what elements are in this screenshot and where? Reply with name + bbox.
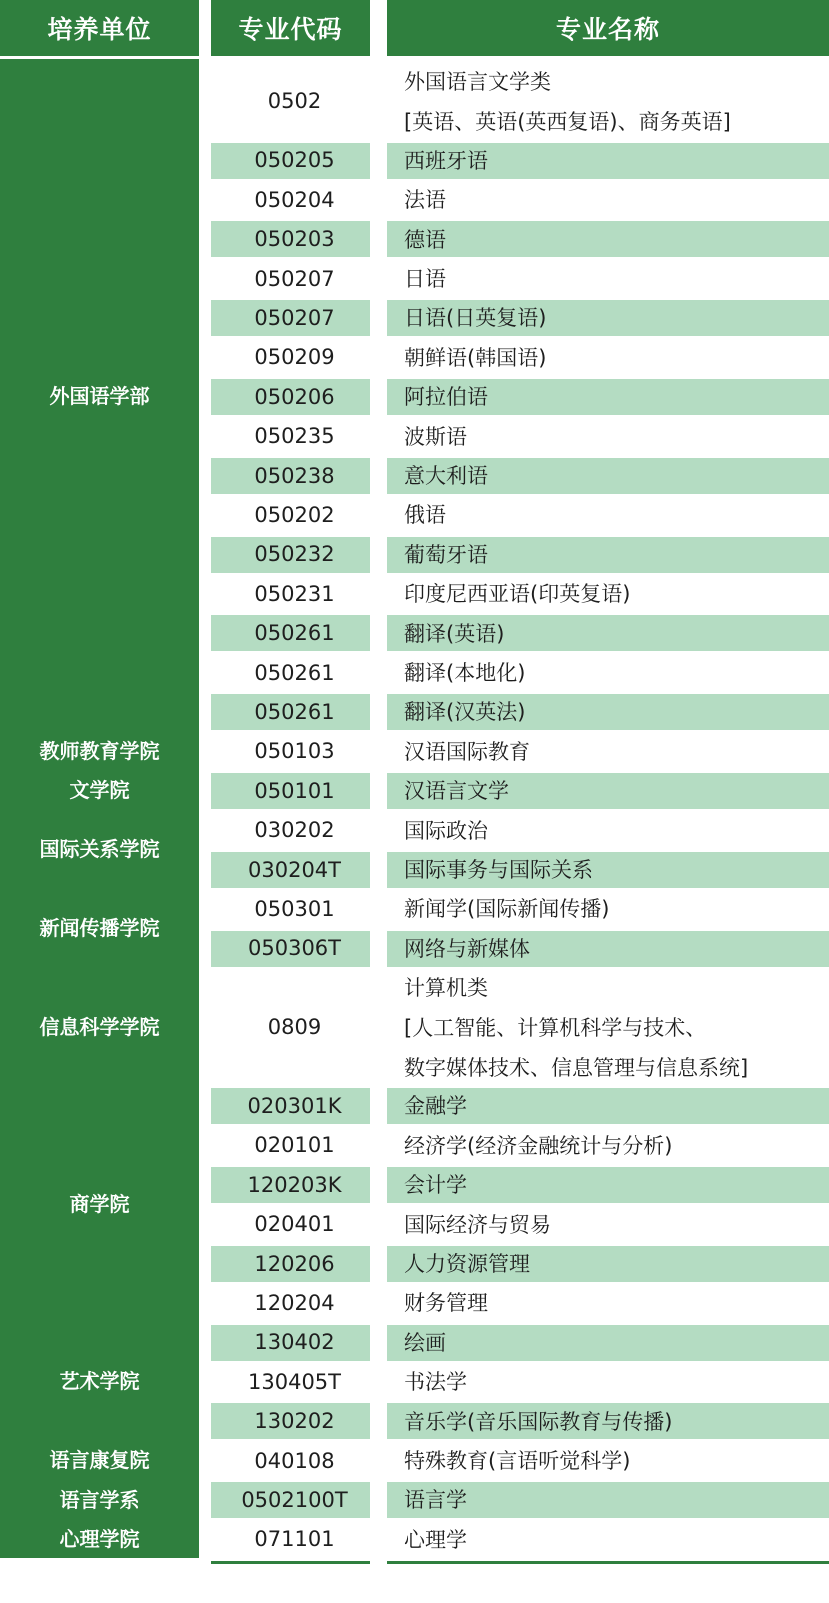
major-code: 130405T [248,1369,341,1394]
major-name [404,889,824,928]
major-name-line: 西班牙语 [404,148,488,173]
major-name-line: 德语 [404,227,446,252]
major-name [404,692,824,731]
major-name [404,771,824,810]
major-name-line: 人力资源管理 [404,1252,530,1276]
major-code: 120206 [254,1251,335,1276]
major-code: 020101 [254,1133,335,1158]
major-code: 050261 [254,660,335,685]
major-code: 050207 [254,306,335,331]
major-name-line: 日语 [404,267,446,291]
major-name [404,574,824,613]
major-name [404,1283,824,1322]
major-code: 050205 [254,148,335,173]
major-code: 120204 [254,1291,335,1316]
major-name-line: 新闻学(国际新闻传播) [404,897,610,922]
major-code: 050209 [254,345,335,370]
major-code: 020301K [247,1094,342,1119]
major-name-line: 国际事务与国际关系 [404,858,593,882]
unit-cell: 外国语学部 [0,59,199,731]
major-code: 050206 [254,384,335,409]
major-name [404,1323,824,1362]
major-name [404,456,824,495]
unit-cell: 心理学院 [0,1517,199,1558]
major-name-line: 特殊教育(言语听觉科学) [404,1449,631,1473]
table-bottom-border [387,1561,829,1564]
major-name-line: 汉语国际教育 [404,739,530,764]
major-code: 0809 [267,1015,322,1040]
major-name [404,1441,824,1480]
major-name [404,1244,824,1283]
major-code: 050306T [248,936,341,961]
major-name [404,1362,824,1401]
major-code: 050207 [254,266,335,291]
major-name [404,1165,824,1204]
major-code: 130202 [254,1409,335,1434]
major-code: 050203 [254,227,335,252]
major-name-line: 翻译(汉英法) [404,700,526,725]
major-name-line: 日语(日英复语) [404,306,547,331]
major-name [404,417,824,456]
major-name-line: 意大利语 [404,464,488,488]
major-name [404,298,824,337]
major-name-line: 外国语言文学类 [404,70,551,94]
major-name-line: 翻译(本地化) [404,661,526,685]
major-name [404,259,824,298]
major-code: 0502 [267,89,322,114]
major-name-line: 会计学 [404,1173,467,1198]
major-name-line: 朝鲜语(韩国语) [404,345,547,370]
major-name-line: 印度尼西亚语(印英复语) [404,582,631,607]
major-code: 020401 [254,1212,335,1237]
major-name-line: 俄语 [404,503,446,528]
major-code: 040108 [254,1448,335,1473]
major-name [404,850,824,889]
unit-cell: 信息科学学院 [0,965,199,1085]
major-name-line: 数字媒体技术、信息管理与信息系统] [404,1056,749,1081]
major-code: 030202 [254,818,335,843]
unit-cell: 商学院 [0,1083,199,1321]
major-code: 050261 [254,621,335,646]
major-name-line: 书法学 [404,1370,467,1395]
major-code: 130402 [254,1330,335,1355]
major-name-line: 语言学 [404,1488,467,1513]
major-name-line: 绘画 [404,1330,446,1355]
major-name-line: 经济学(经济金融统计与分析) [404,1133,673,1158]
unit-cell: 国际关系学院 [0,808,199,889]
major-name [404,495,824,534]
major-name [404,614,824,653]
major-code: 050101 [254,778,335,803]
major-name [404,1086,824,1125]
major-name-line: 音乐学(音乐国际教育与传播) [404,1409,673,1434]
major-name-line: 法语 [404,188,446,213]
header-code: 专业代码 [211,0,370,56]
major-name [404,811,824,850]
major-name-line: 网络与新媒体 [404,936,530,961]
major-name-line: 金融学 [404,1094,467,1119]
major-name [404,929,824,968]
major-code: 050232 [254,542,335,567]
major-name [404,1402,824,1441]
major-name [404,535,824,574]
header-unit: 培养单位 [0,0,199,56]
major-name-line: 葡萄牙语 [404,542,488,567]
major-name-line: 阿拉伯语 [404,385,488,410]
major-code: 050301 [254,897,335,922]
major-name [404,1480,824,1519]
major-name-line: 翻译(英语) [404,621,505,646]
major-name [404,141,824,180]
major-name [404,338,824,377]
major-code: 050204 [254,187,335,212]
major-name-line: 心理学 [404,1527,467,1552]
major-name [404,62,824,141]
unit-cell: 文学院 [0,768,199,809]
major-code: 050235 [254,424,335,449]
major-name-line: [英语、英语(英西复语)、商务英语] [404,110,731,134]
major-name [404,968,824,1086]
major-name [404,1205,824,1244]
major-code: 050261 [254,700,335,725]
major-code: 050202 [254,503,335,528]
major-code: 0502100T [241,1488,348,1513]
major-code: 050238 [254,463,335,488]
unit-cell: 语言康复院 [0,1438,199,1479]
major-code: 071101 [254,1527,335,1552]
major-code: 050103 [254,739,335,764]
major-name-line: 国际经济与贸易 [404,1212,551,1237]
major-name [404,220,824,259]
unit-cell: 语言学系 [0,1477,199,1518]
major-name [404,180,824,219]
major-name-line: 计算机类 [404,976,488,1001]
table-bottom-border [211,1561,370,1564]
major-name [404,377,824,416]
major-name [404,1126,824,1165]
major-name-line: 波斯语 [404,424,467,449]
major-name-line: 国际政治 [404,818,488,843]
major-name [404,732,824,771]
unit-cell: 教师教育学院 [0,729,199,770]
major-name-line: 汉语言文学 [404,779,509,804]
major-name-line: [人工智能、计算机科学与技术、 [404,1016,707,1041]
unit-cell: 新闻传播学院 [0,886,199,967]
major-name [404,653,824,692]
major-code: 050231 [254,581,335,606]
major-code: 120203K [247,1172,342,1197]
header-name: 专业名称 [387,0,829,56]
major-code: 030204T [248,857,341,882]
unit-cell: 艺术学院 [0,1320,199,1440]
major-name-line: 财务管理 [404,1291,488,1316]
major-name [404,1520,824,1559]
